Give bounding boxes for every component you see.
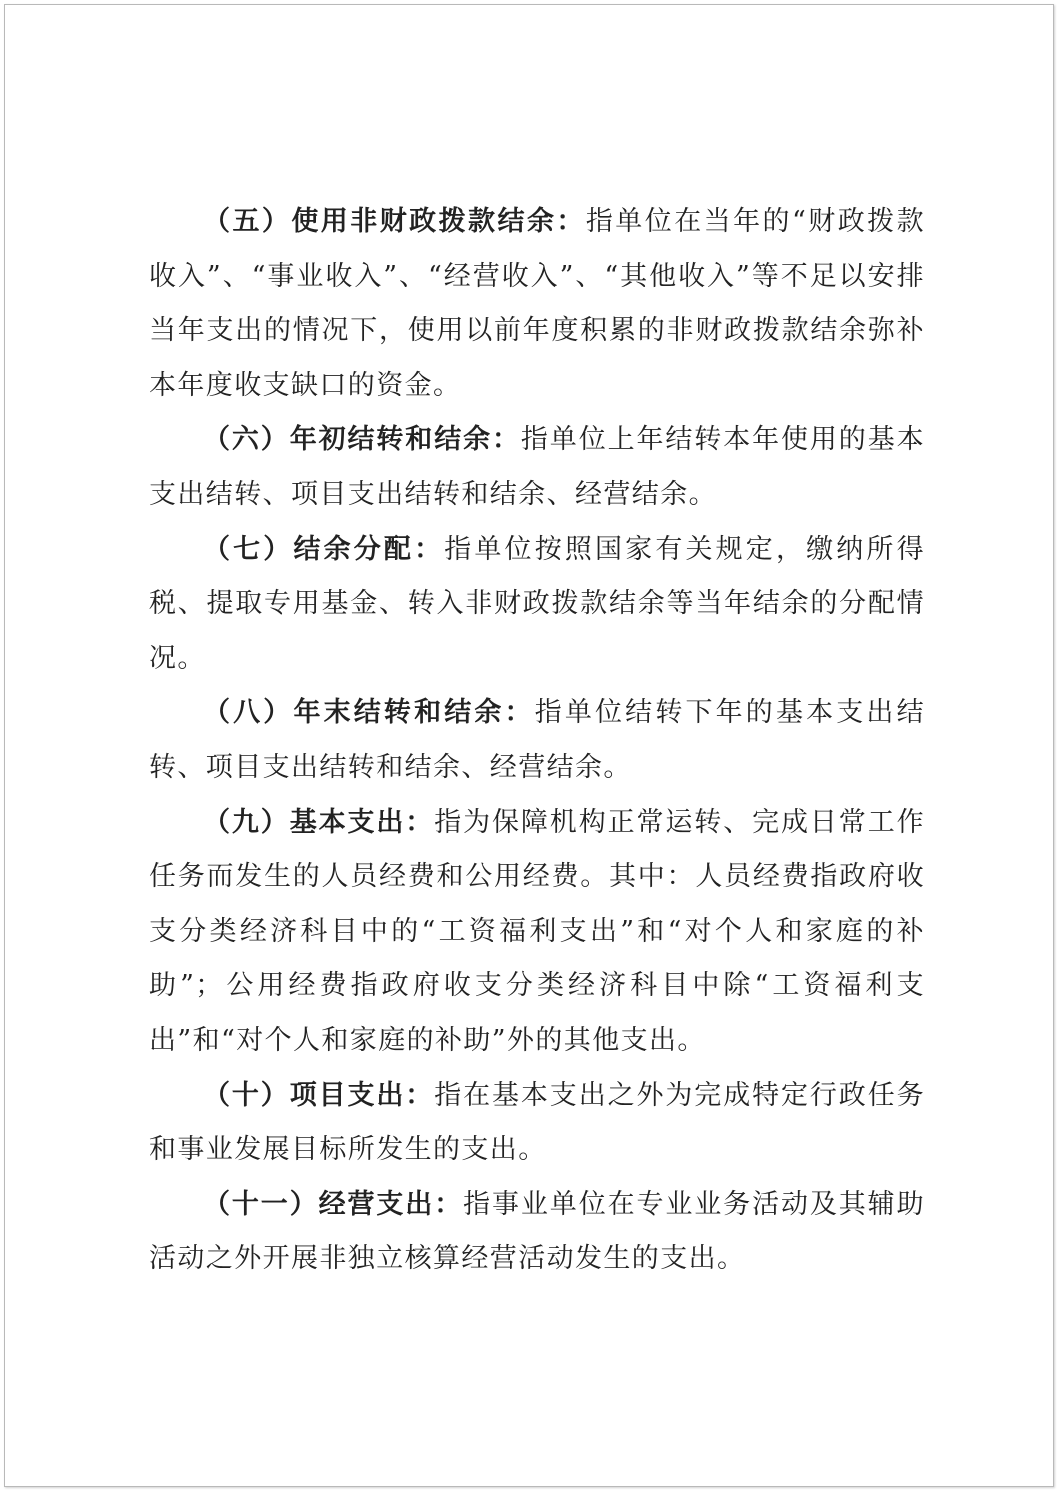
term-definition: 指单位按照国家有关规定，缴纳所得税、提取专用基金、转入非财政拨款结余等当年结余的分配情况。 (149, 533, 925, 674)
term-definition: 指在基本支出之外为完成特定行政任务和事业发展目标所发生的支出。 (149, 1079, 925, 1166)
term-definition: 指单位在当年的“财政拨款收入”、“事业收入”、“经营收入”、“其他收入”等不足以安排当年支出的情况下，使用以前年度积累的非财政拨款结余弥补本年度收支缺口的资金。 (149, 206, 925, 401)
term-definition: 指为保障机构正常运转、完成日常工作任务而发生的人员经费和公用经费。其中：人员经费指政府收支分类经济科目中的“工资福利支出”和“对个人和家庭的补助”；公用经费指政府收支分类经济科目中除“工资福利支出”和“对个人和家庭的补助”外的其他支出。 (149, 806, 925, 1056)
term-heading: （六）年初结转和结余： (203, 424, 521, 456)
paragraph-8 (149, 686, 925, 795)
document-body (149, 195, 925, 1287)
paragraph-10 (149, 1069, 925, 1178)
paragraph-7 (149, 523, 925, 687)
term-heading: （十）项目支出： (203, 1079, 435, 1111)
term-heading: （十一）经营支出： (203, 1188, 464, 1220)
term-definition: 指单位结转下年的基本支出结转、项目支出结转和结余、经营结余。 (149, 697, 925, 783)
document-page (4, 4, 1054, 1487)
term-definition: 指单位上年结转本年使用的基本支出结转、项目支出结转和结余、经营结余。 (149, 424, 925, 510)
term-definition: 指事业单位在专业业务活动及其辅助活动之外开展非独立核算经营活动发生的支出。 (149, 1188, 925, 1275)
paragraph-5 (149, 195, 925, 413)
paragraph-9 (149, 796, 925, 1069)
term-heading: （五）使用非财政拨款结余： (203, 206, 586, 237)
term-heading: （七）结余分配： (203, 533, 445, 565)
term-heading: （九）基本支出： (203, 806, 435, 838)
paragraph-6 (149, 413, 925, 522)
term-heading: （八）年末结转和结余： (203, 697, 535, 729)
paragraph-11 (149, 1178, 925, 1287)
